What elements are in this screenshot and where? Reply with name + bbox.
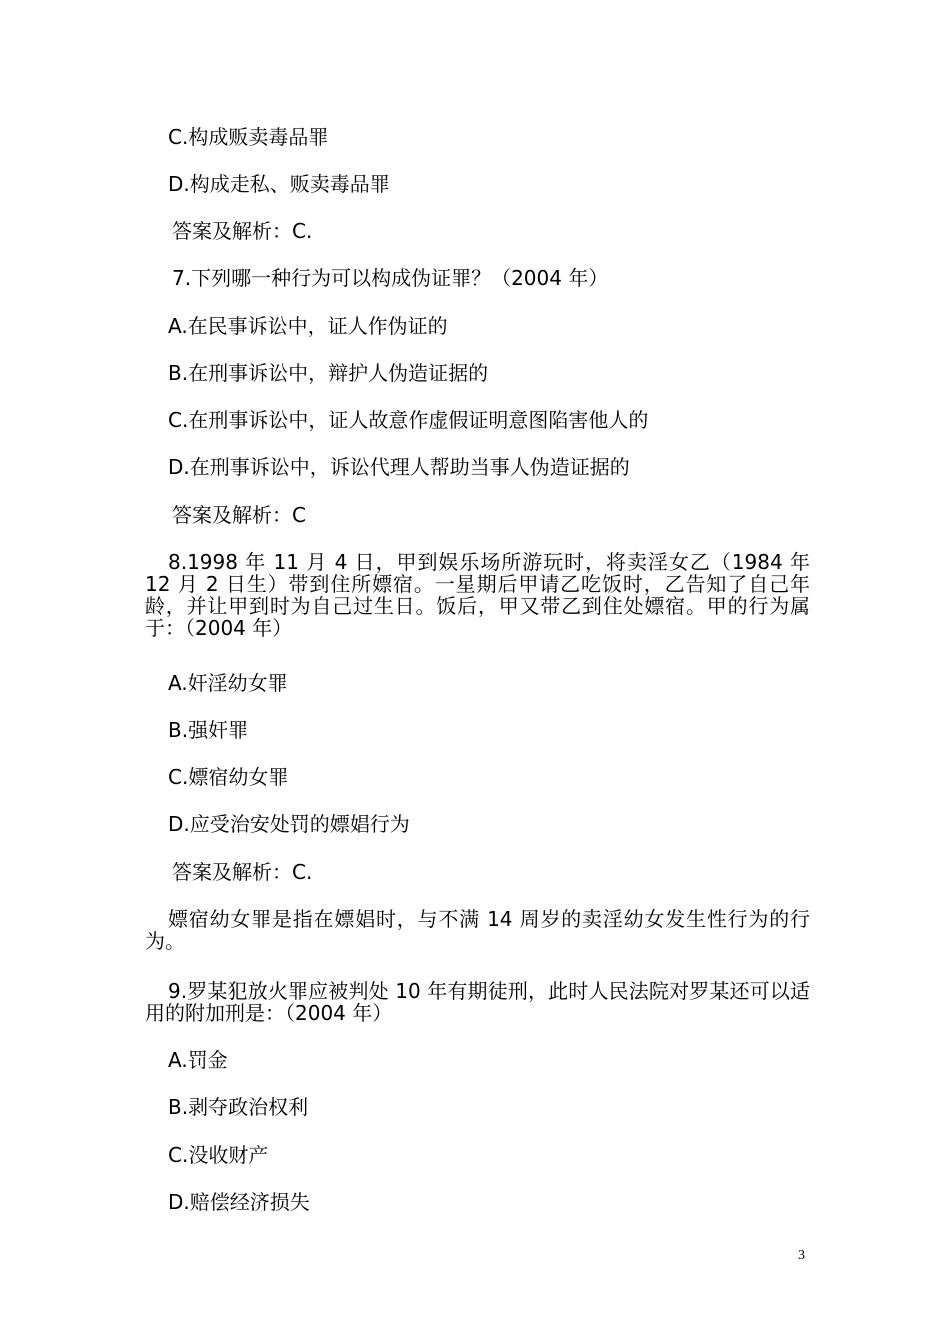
q8-option-c: C.嫖宿幼女罪 (168, 765, 289, 789)
q6-answer: 答案及解析：C. (172, 219, 313, 243)
q8-question: 8.1998 年 11 月 4 日，甲到娱乐场所游玩时，将卖淫女乙（1984 年 12 月 2 日生）带到住所嫖宿。一星期后甲请乙吃饭时，乙告知了自己年龄，并让甲到时为自己过生日。饭后，甲又带乙到住处嫖宿。甲的行为属于：（2004 年） (145, 550, 810, 640)
q8-option-a: A.奸淫幼女罪 (168, 671, 288, 695)
q6-option-d: D.构成走私、贩卖毒品罪 (168, 172, 390, 196)
q8-answer: 答案及解析：C. (172, 860, 313, 884)
q9-option-c: C.没收财产 (168, 1143, 269, 1167)
q7-option-b: B.在刑事诉讼中，辩护人伪造证据的 (168, 361, 489, 385)
q7-option-a: A.在民事诉讼中，证人作伪证的 (168, 314, 448, 338)
q7-option-d: D.在刑事诉讼中，诉讼代理人帮助当事人伪造证据的 (168, 455, 630, 479)
page-number: 3 (798, 1248, 805, 1263)
q7-option-c: C.在刑事诉讼中，证人故意作虚假证明意图陷害他人的 (168, 408, 649, 432)
q7-question: 7.下列哪一种行为可以构成伪证罪？（2004 年） (172, 266, 609, 290)
q8-explanation: 嫖宿幼女罪是指在嫖娼时，与不满 14 周岁的卖淫幼女发生性行为的行为。 (145, 907, 810, 953)
q9-option-d: D.赔偿经济损失 (168, 1190, 310, 1214)
q9-option-a: A.罚金 (168, 1048, 228, 1072)
q6-option-c: C.构成贩卖毒品罪 (168, 125, 329, 149)
q8-option-d: D.应受治安处罚的嫖娼行为 (168, 812, 410, 836)
q9-option-b: B.剥夺政治权利 (168, 1095, 309, 1119)
q9-question: 9.罗某犯放火罪应被判处 10 年有期徒刑，此时人民法院对罗某还可以适用的附加刑是：（2004 年） (145, 979, 810, 1025)
q8-option-b: B.强奸罪 (168, 718, 249, 742)
q7-answer: 答案及解析：C (172, 503, 306, 527)
